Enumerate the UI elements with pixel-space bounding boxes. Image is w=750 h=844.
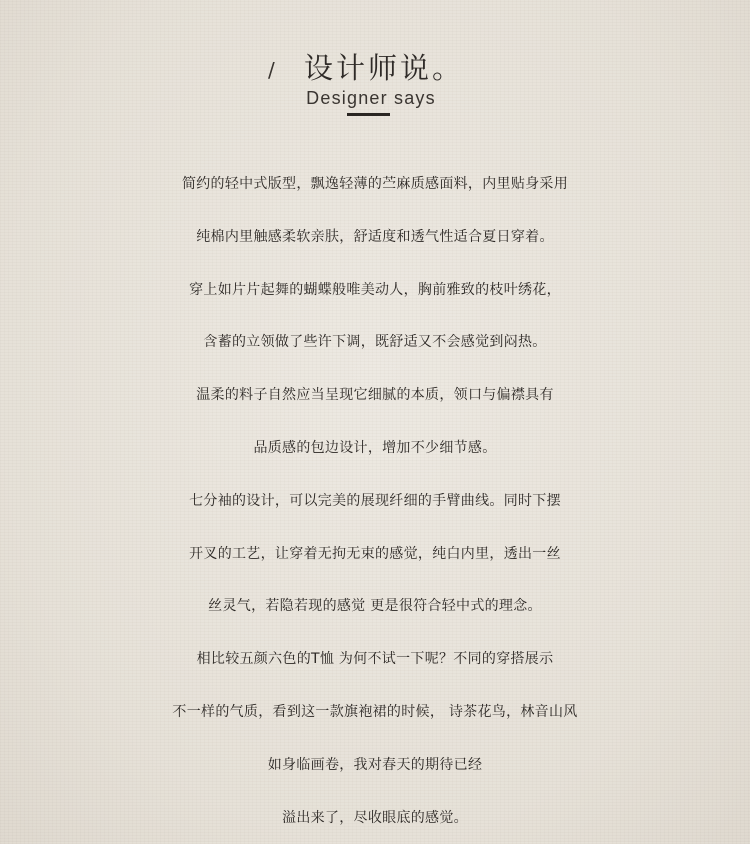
slash-mark: / [268, 58, 275, 82]
text-line: 温柔的料子自然应当呈现它细腻的本质，领口与偏襟具有 [196, 387, 554, 404]
page-subtitle-text: Designer says [306, 88, 436, 108]
text-line: 品质感的包边设计，增加不少细节感。 [253, 439, 497, 456]
page-subtitle [0, 88, 742, 109]
section-header [0, 40, 750, 130]
text-line: 简约的轻中式版型，飘逸轻薄的苎麻质感面料，内里贴身采用 [181, 176, 569, 192]
text-line: 穿上如片片起舞的蝴蝶般唯美动人，胸前雅致的枝叶绣花， [189, 281, 561, 298]
text-line: 溢出来了，尽收眼底的感觉。 [282, 809, 468, 826]
page-title: 设计师说。 [304, 51, 465, 85]
description-text [0, 158, 750, 844]
text-line: 相比较五颜六色的T恤 为何不试一下呢？不同的穿搭展示 [196, 651, 554, 668]
text-line: 如身临画卷，我对春天的期待已经 [267, 756, 483, 773]
title-underline [347, 113, 390, 116]
text-line: 含蓄的立领做了些许下调，既舒适又不会感觉到闷热。 [203, 334, 547, 351]
text-line: 不一样的气质，看到这一款旗袍裙的时候， 诗茶花鸟，林音山风 [172, 703, 578, 720]
text-line: 七分袖的设计，可以完美的展现纤细的手臂曲线。同时下摆 [189, 492, 561, 509]
text-line: 纯棉内里触感柔软亲肤，舒适度和透气性适合夏日穿着。 [196, 228, 554, 245]
text-line: 丝灵气，若隐若现的感觉 更是很符合轻中式的理念。 [208, 598, 542, 615]
text-line: 开叉的工艺，让穿着无拘无束的感觉，纯白内里，透出一丝 [189, 545, 561, 562]
